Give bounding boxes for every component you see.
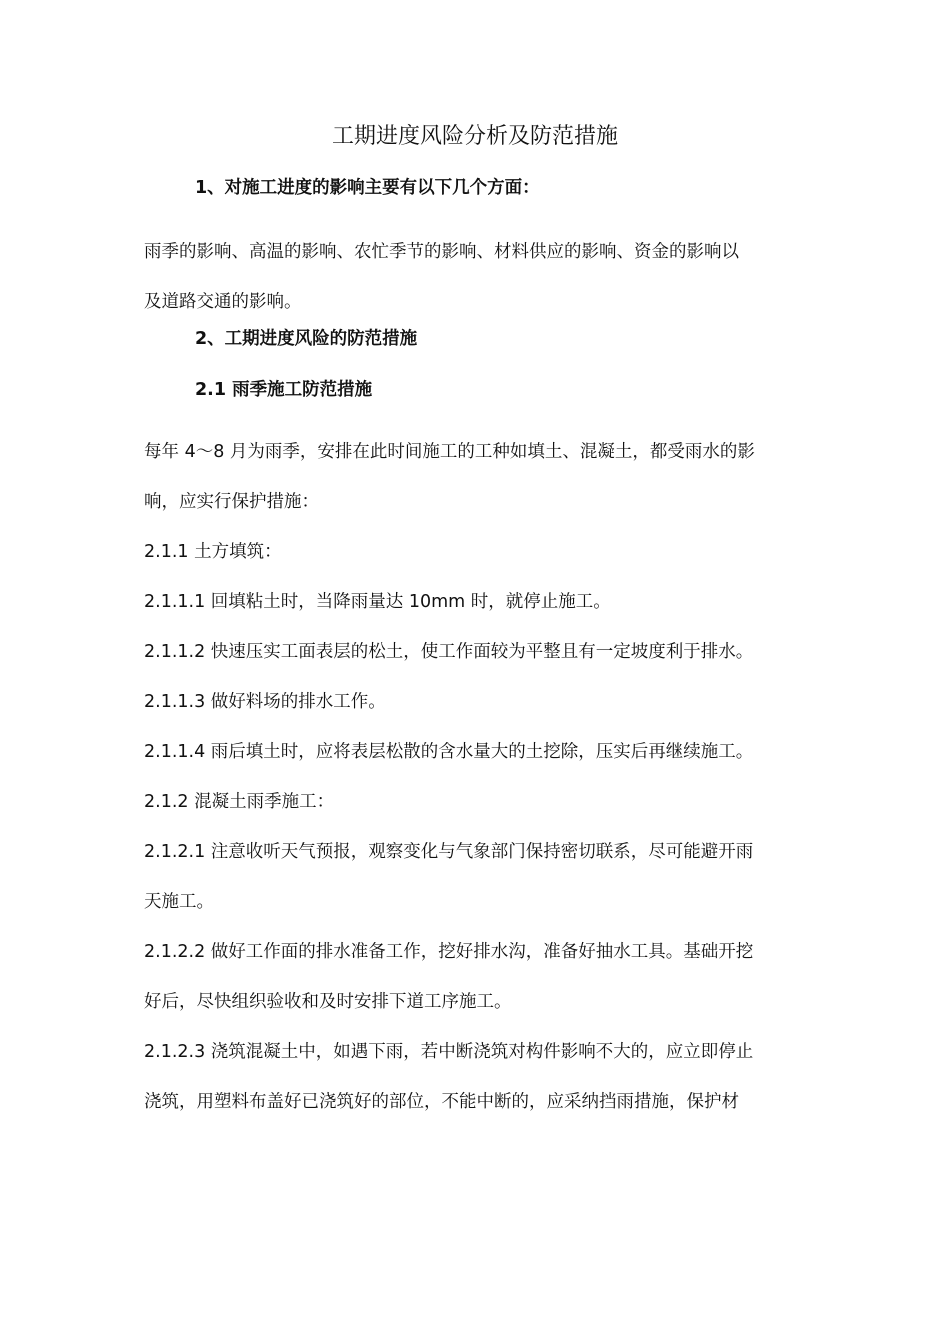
clause-2-1-2-3: 2.1.2.3 浇筑混凝土中，如遇下雨，若中断浇筑对构件影响不大的，应立即停止 [144,1042,754,1062]
paragraph-line: 天施工。 [144,892,214,912]
clause-2-1-1-4: 2.1.1.4 雨后填土时，应将表层松散的含水量大的土挖除，压实后再继续施工。 [144,742,754,762]
clause-2-1-1-1: 2.1.1.1 回填粘土时，当降雨量达 10mm 时，就停止施工。 [144,592,611,612]
clause-2-1-1: 2.1.1 土方填筑： [144,542,282,562]
subsection-heading-2-1: 2.1 雨季施工防范措施 [195,380,373,400]
paragraph-line: 每年 4～8 月为雨季，安排在此时间施工的工种如填土、混凝土，都受雨水的影 [144,442,755,462]
paragraph-line: 好后，尽快组织验收和及时安排下道工序施工。 [144,992,512,1012]
clause-2-1-2: 2.1.2 混凝土雨季施工： [144,792,335,812]
clause-2-1-2-2: 2.1.2.2 做好工作面的排水准备工作，挖好排水沟，准备好抽水工具。基础开挖 [144,942,754,962]
document-title: 工期进度风险分析及防范措施 [331,124,618,149]
clause-2-1-1-3: 2.1.1.3 做好料场的排水工作。 [144,692,386,712]
section-heading-2: 2、工期进度风险的防范措施 [195,329,418,349]
section-heading-1: 1、对施工进度的影响主要有以下几个方面： [195,178,540,198]
paragraph-line: 浇筑，用塑料布盖好已浇筑好的部位，不能中断的，应采纳挡雨措施，保护材 [144,1092,739,1112]
paragraph-line: 雨季的影响、高温的影响、农忙季节的影响、材料供应的影响、资金的影响以 [144,242,739,262]
clause-2-1-2-1: 2.1.2.1 注意收听天气预报，观察变化与气象部门保持密切联系，尽可能避开雨 [144,842,754,862]
paragraph-line: 及道路交通的影响。 [144,292,302,312]
paragraph-line: 响，应实行保护措施： [144,492,319,512]
clause-2-1-1-2: 2.1.1.2 快速压实工面表层的松土，使工作面较为平整且有一定坡度利于排水。 [144,642,754,662]
